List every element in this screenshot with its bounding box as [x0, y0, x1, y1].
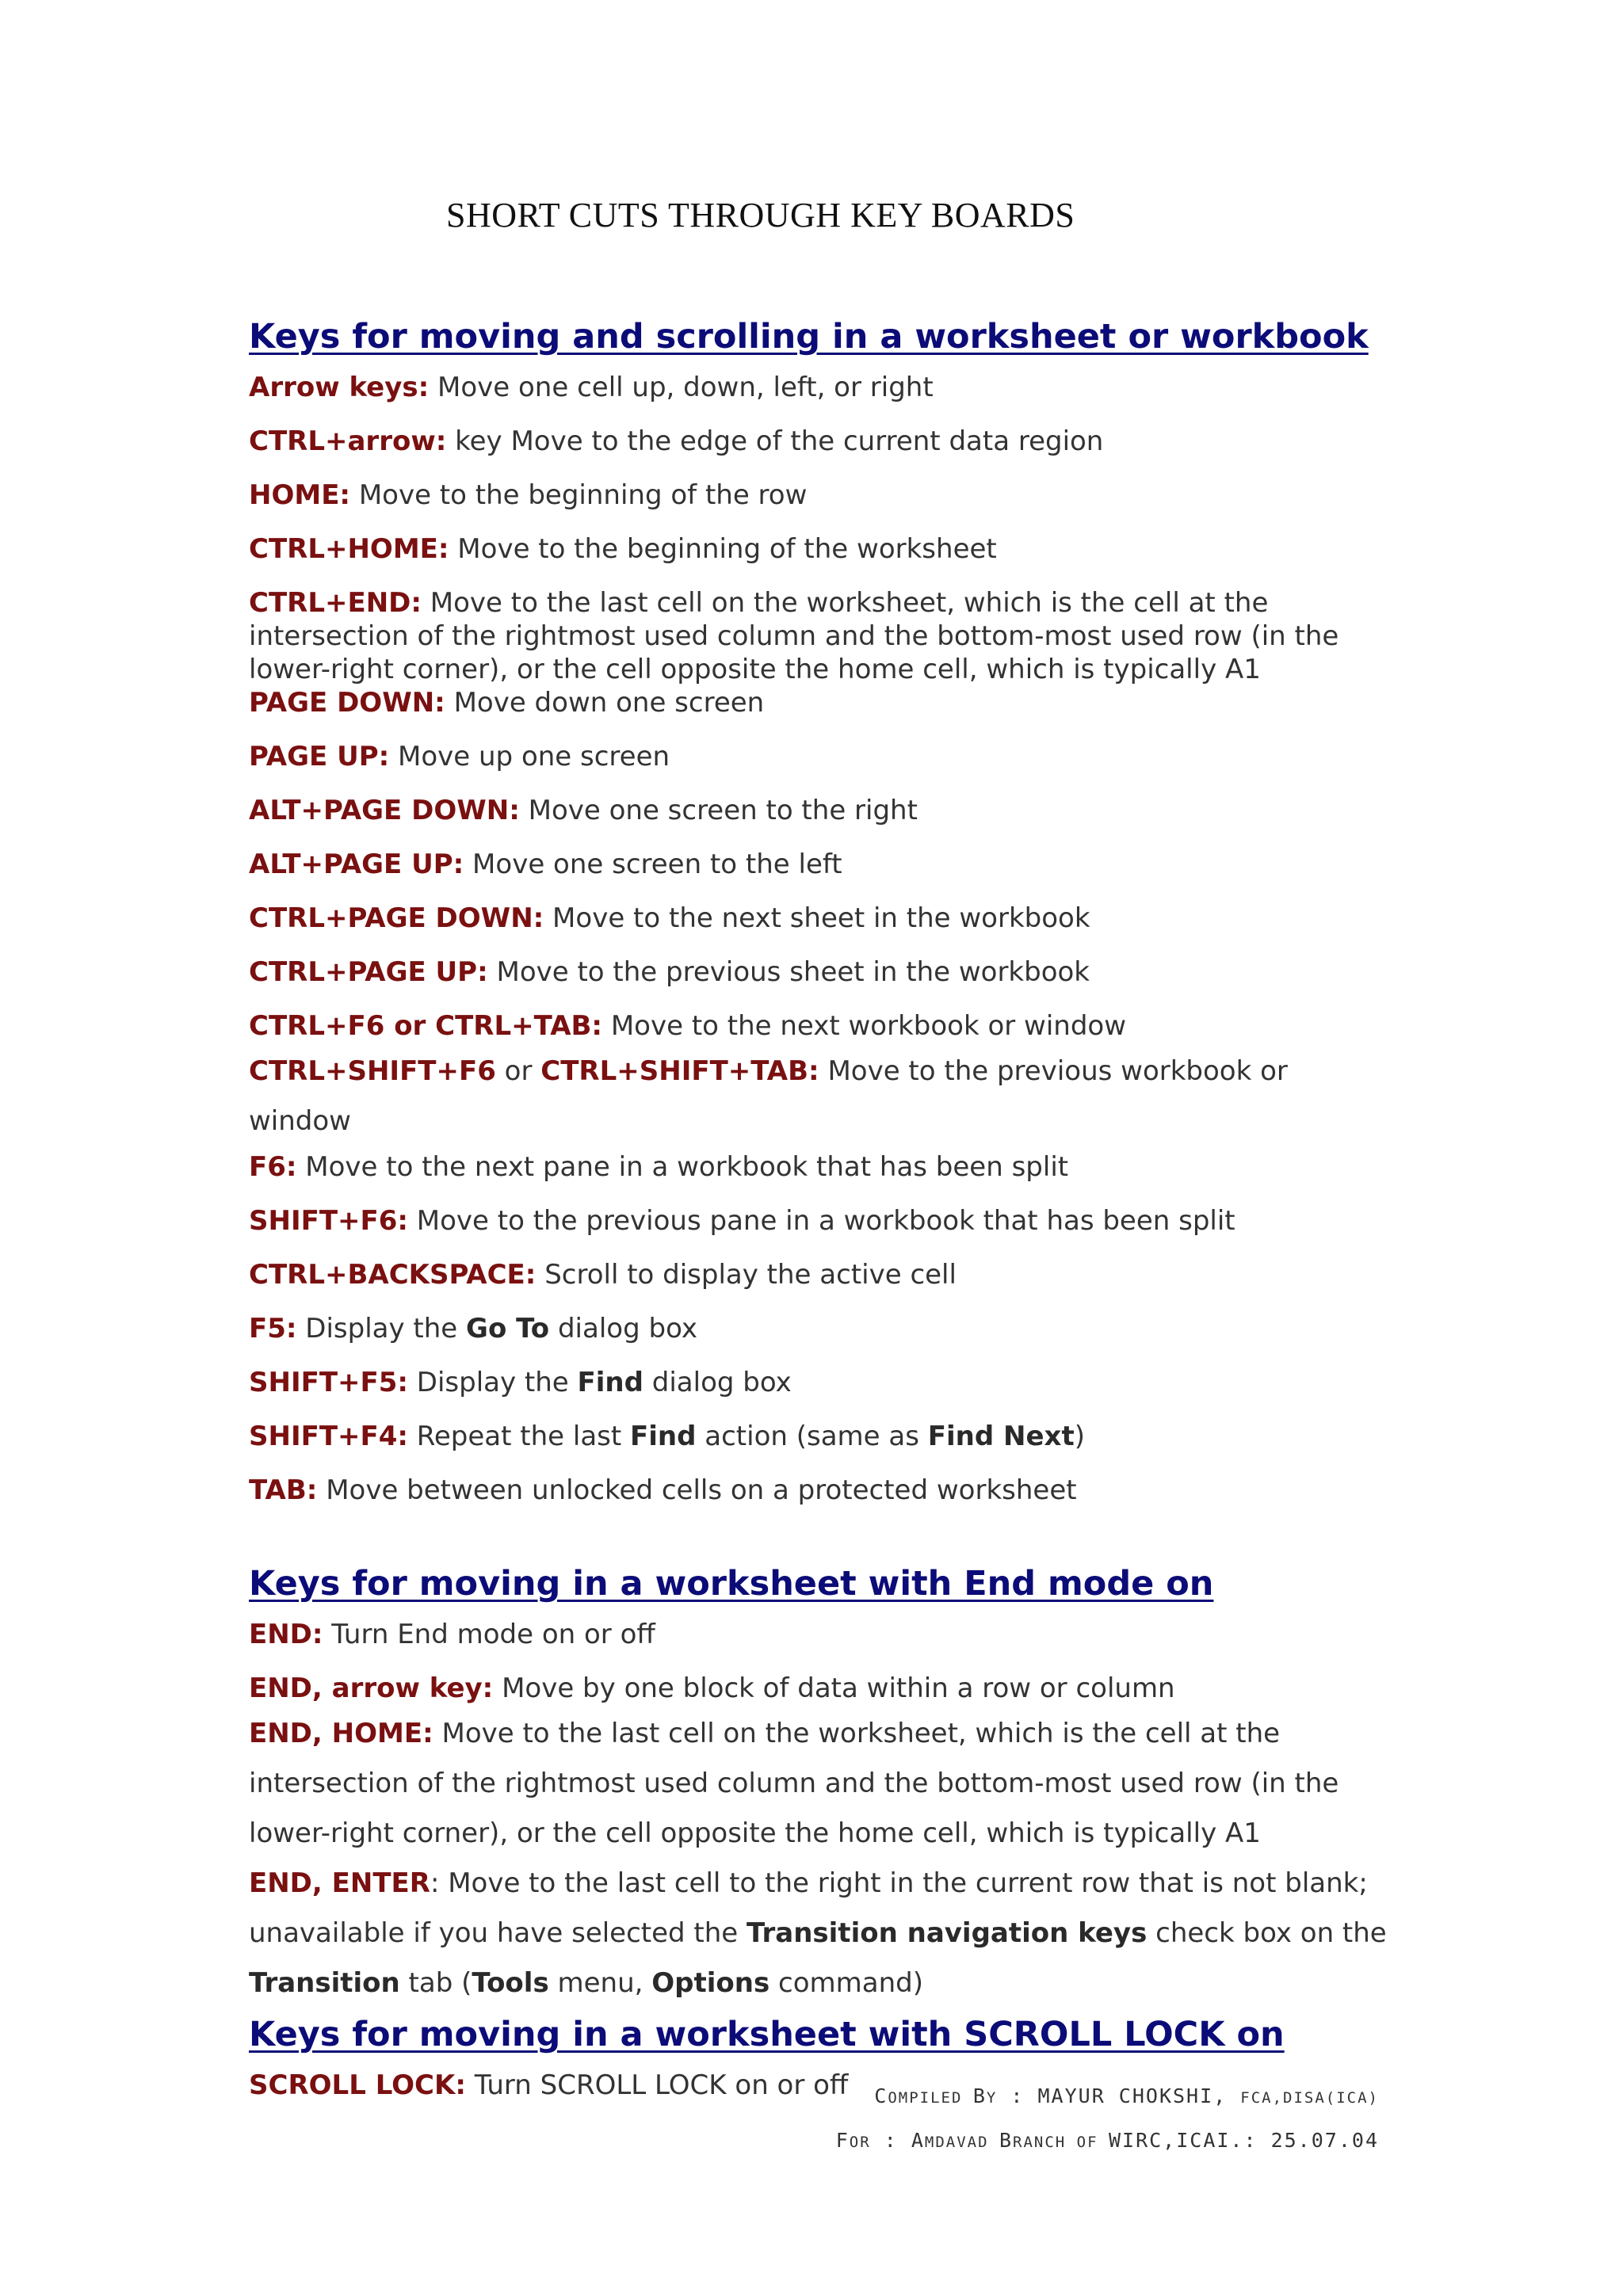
footer-text: OR — [849, 2134, 871, 2151]
shortcut-description: Move to the last cell on the worksheet, which is the cell at the intersection of the rightmost used column and the bottom-most used row (in the lower-right corner), or the cell opposite the home cell, which is typically A1 — [249, 1718, 1339, 1849]
shortcut-key: PAGE UP: — [249, 741, 390, 772]
shortcut-key: CTRL+HOME: — [249, 533, 449, 565]
document-title: SHORT CUTS THROUGH KEY BOARDS — [446, 196, 1075, 235]
shortcut-key: CTRL+PAGE UP: — [249, 956, 488, 988]
footer-branch — [836, 2129, 1379, 2152]
shortcut-description: Move to the previous pane in a workbook that has been split — [407, 1205, 1235, 1237]
footer-text: B — [972, 2084, 987, 2107]
footer-text: RANCH OF — [1013, 2134, 1109, 2151]
shortcut-ctrl-f6 — [249, 1009, 1398, 1043]
shortcut-key: SHIFT+F6: — [249, 1205, 408, 1237]
shortcut-description: Move one screen to the left — [464, 849, 842, 880]
shortcut-key: ALT+PAGE DOWN: — [249, 795, 520, 826]
footer-text: F — [835, 2129, 850, 2152]
shortcut-description: dialog box — [549, 1313, 697, 1344]
shortcut-description: Move to the next workbook or window — [602, 1010, 1127, 1042]
footer-text: : — [870, 2129, 911, 2152]
shortcut-description: command) — [769, 1967, 923, 1999]
shortcut-description: key Move to the edge of the current data region — [446, 425, 1104, 457]
shortcut-key: ALT+PAGE UP: — [249, 849, 464, 880]
footer-text: C — [874, 2084, 888, 2107]
shortcut-key: END: — [249, 1619, 323, 1650]
shortcut-key: HOME: — [249, 479, 351, 511]
command-name: Options — [651, 1967, 770, 1999]
footer-text: B — [999, 2129, 1014, 2152]
tab-name: Transition — [249, 1967, 400, 1999]
shortcut-description: Move to the previous workbook or window — [249, 1055, 1288, 1137]
action-name: Find Next — [927, 1421, 1075, 1452]
shortcut-description: Move to the next sheet in the workbook — [544, 902, 1090, 934]
shortcut-key: END, arrow key: — [249, 1672, 494, 1704]
option-name: Transition navigation keys — [747, 1917, 1148, 1949]
shortcut-description: Display the — [407, 1367, 578, 1398]
shortcut-description: Move between unlocked cells on a protected worksheet — [317, 1474, 1077, 1506]
shortcut-description: dialog box — [643, 1367, 792, 1398]
shortcut-description: tab ( — [399, 1967, 472, 1999]
shortcut-f6 — [249, 1150, 1398, 1184]
shortcut-description: Move one cell up, down, left, or right — [429, 372, 934, 403]
shortcut-description: ) — [1074, 1421, 1085, 1452]
shortcut-end-enter — [249, 1859, 1398, 2008]
shortcut-key: SHIFT+F4: — [249, 1421, 408, 1452]
shortcut-alt-page-up — [249, 848, 1398, 881]
shortcut-key: CTRL+PAGE DOWN: — [249, 902, 544, 934]
shortcut-key: CTRL+F6 or CTRL+TAB: — [249, 1010, 603, 1042]
shortcut-description: Move to the beginning of the worksheet — [449, 533, 997, 565]
shortcut-description: Move to the next pane in a workbook that has been split — [296, 1151, 1069, 1183]
shortcut-description: Move to the previous sheet in the workbook — [487, 956, 1090, 988]
shortcut-shift-f5 — [249, 1366, 1398, 1399]
section-heading-moving-scrolling: Keys for moving and scrolling in a worksheet or workbook — [249, 317, 1369, 357]
footer-text: Y — [986, 2089, 998, 2107]
shortcut-tab — [249, 1474, 1398, 1507]
shortcut-key: END, HOME: — [249, 1718, 433, 1749]
section-heading-scroll-lock: Keys for moving in a worksheet with SCROLL LOCK on — [249, 2015, 1285, 2054]
shortcut-description: Turn SCROLL LOCK on or off — [465, 2069, 849, 2101]
shortcut-description: menu, — [548, 1967, 652, 1999]
shortcut-key: TAB: — [249, 1474, 318, 1506]
footer-text: OMPILED — [888, 2089, 973, 2107]
section-heading-end-mode: Keys for moving in a worksheet with End mode on — [249, 1564, 1214, 1604]
shortcut-description: Repeat the last — [407, 1421, 631, 1452]
shortcut-description: Turn End mode on or off — [323, 1619, 655, 1650]
shortcut-ctrl-arrow — [249, 425, 1398, 458]
shortcut-shift-f6 — [249, 1204, 1398, 1238]
shortcut-description: Move by one block of data within a row or column — [493, 1672, 1175, 1704]
shortcut-ctrl-end — [249, 586, 1398, 686]
shortcut-ctrl-page-down — [249, 902, 1398, 935]
footer-text: MDAVAD — [924, 2134, 999, 2151]
shortcut-shift-f4 — [249, 1420, 1398, 1453]
shortcut-ctrl-home — [249, 532, 1398, 566]
shortcut-key: F6: — [249, 1151, 297, 1183]
shortcut-end-arrow — [249, 1672, 1398, 1705]
footer-text: WIRC,ICAI.: 25.07.04 — [1108, 2129, 1379, 2152]
shortcut-key: CTRL+END: — [249, 587, 422, 619]
shortcut-description: Display the — [296, 1313, 467, 1344]
shortcut-key: PAGE DOWN: — [249, 687, 445, 719]
shortcut-key: CTRL+SHIFT+F6 — [249, 1055, 496, 1087]
footer-text: A — [911, 2129, 925, 2152]
shortcut-key: SCROLL LOCK: — [249, 2069, 466, 2101]
shortcut-description: Move down one screen — [445, 687, 765, 719]
footer-text: FCA,DISA(ICA) — [1240, 2089, 1379, 2107]
shortcut-page-down — [249, 686, 1398, 719]
shortcut-ctrl-page-up — [249, 955, 1398, 989]
shortcut-key: F5: — [249, 1313, 297, 1344]
shortcut-end — [249, 1618, 1398, 1651]
dialog-name: Go To — [466, 1313, 550, 1344]
shortcut-key: CTRL+BACKSPACE: — [249, 1259, 537, 1291]
shortcut-key: CTRL+SHIFT+TAB: — [540, 1055, 819, 1087]
shortcut-key: END, ENTER — [249, 1867, 430, 1899]
dialog-name: Find — [577, 1367, 643, 1398]
shortcut-description: Move one screen to the right — [519, 795, 918, 826]
shortcut-description: Move up one screen — [389, 741, 670, 772]
shortcut-description: check box on the — [1147, 1917, 1387, 1949]
shortcut-alt-page-down — [249, 794, 1398, 827]
shortcut-f5 — [249, 1312, 1398, 1345]
shortcut-ctrl-shift-f6 — [249, 1047, 1398, 1146]
shortcut-end-home — [249, 1709, 1398, 1859]
shortcut-description: action (same as — [696, 1421, 928, 1452]
shortcut-description: Move to the last cell on the worksheet, which is the cell at the intersection of the rightmost used column and the bottom-most used row (in the lower-right corner), or the cell opposite the home cell, which is typically A1 — [249, 587, 1339, 685]
footer-text: : MAYUR CHOKSHI, — [997, 2084, 1241, 2107]
shortcut-home — [249, 479, 1398, 512]
shortcut-arrow-keys — [249, 371, 1398, 404]
shortcut-ctrl-backspace — [249, 1258, 1398, 1291]
document-body — [249, 317, 1398, 2102]
shortcut-description: : Move to the last cell to the right in the current row that is not blank; unavailable if you have selected the — [249, 1867, 1368, 1949]
shortcut-description: Scroll to display the active cell — [536, 1259, 957, 1291]
footer-compiled-by — [874, 2084, 1379, 2107]
shortcut-key: SHIFT+F5: — [249, 1367, 408, 1398]
menu-name: Tools — [472, 1967, 549, 1999]
shortcut-page-up — [249, 740, 1398, 773]
shortcut-description: Move to the beginning of the row — [350, 479, 808, 511]
action-name: Find — [630, 1421, 697, 1452]
shortcut-key: Arrow keys: — [249, 372, 430, 403]
shortcut-key: CTRL+arrow: — [249, 425, 447, 457]
shortcut-separator: or — [495, 1055, 541, 1087]
